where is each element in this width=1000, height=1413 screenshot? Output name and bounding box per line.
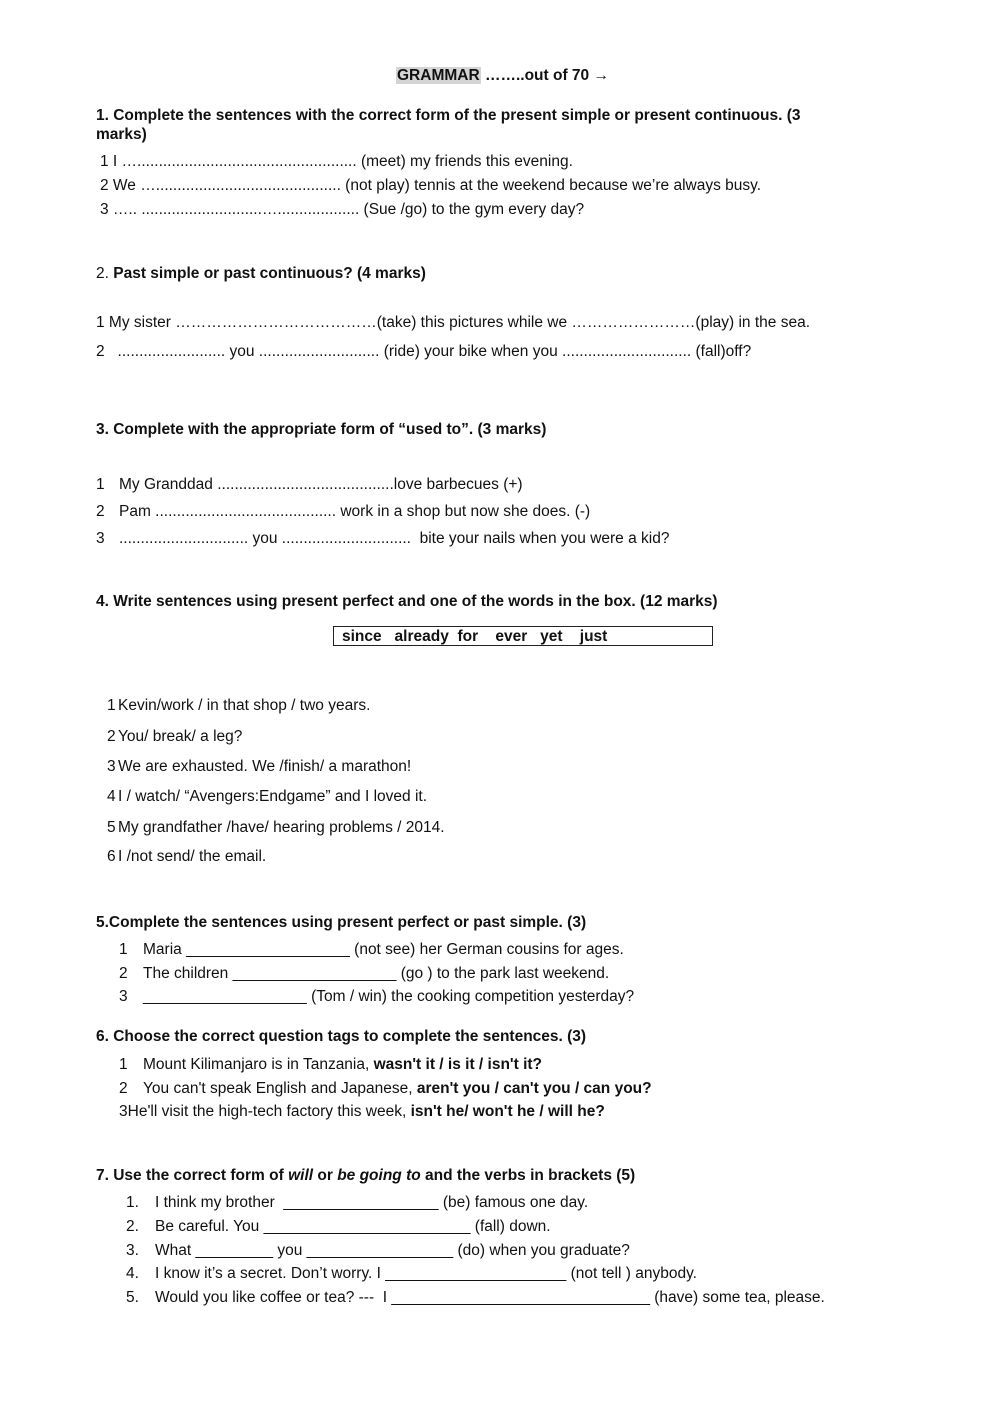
- s5-item-number: 2: [119, 965, 128, 982]
- s4-item-text: Kevin/work / in that shop / two years.: [118, 697, 371, 714]
- s4-item-4: [107, 787, 428, 807]
- s4-item-text: You/ break/ a leg?: [118, 728, 243, 745]
- s6-item-options: wasn't it / is it / isn't it?: [373, 1056, 543, 1073]
- s4-item-text: I / watch/ “Avengers:Endgame” and I loved it.: [118, 788, 428, 805]
- s6-item-number: 2: [119, 1080, 128, 1097]
- s5-item-text: The children ___________________ (go ) to the park last weekend.: [143, 965, 610, 982]
- s3-item-number: 3: [96, 530, 105, 547]
- s4-item-number: 1: [107, 697, 116, 714]
- s7-item-text: I think my brother __________________ (be) famous one day.: [155, 1194, 589, 1211]
- s6-item-number: 3: [119, 1103, 128, 1120]
- section-3-heading: 3. Complete with the appropriate form of “used to”. (3 marks): [96, 421, 547, 438]
- s5-item-text: ___________________ (Tom / win) the cooking competition yesterday?: [143, 988, 635, 1005]
- section-6-heading: 6. Choose the correct question tags to complete the sentences. (3): [96, 1028, 587, 1045]
- s1-item-1: 1 I …................................................... (meet) my friends this evening.: [100, 153, 573, 170]
- word-box: [333, 626, 713, 646]
- s3-item-2: [96, 502, 591, 522]
- section-5-heading: 5.Complete the sentences using present perfect or past simple. (3): [96, 914, 587, 931]
- s6-item-1: [119, 1055, 543, 1075]
- s7-item-4: [126, 1264, 697, 1284]
- s7-item-number: 1.: [126, 1194, 139, 1211]
- s4-item-1: [107, 696, 371, 716]
- s4-item-5: [107, 818, 445, 838]
- s7-item-3: [126, 1241, 630, 1261]
- s7-heading-end: and the verbs in brackets (5): [420, 1167, 636, 1184]
- s7-heading-will: will: [288, 1167, 314, 1184]
- s4-item-2: [107, 727, 243, 747]
- s5-item-2: [119, 964, 610, 984]
- s4-item-number: 2: [107, 728, 116, 745]
- section-1-heading-cont: marks): [96, 126, 147, 143]
- s5-item-number: 3: [119, 988, 128, 1005]
- s3-item-text: My Granddad .........................................love barbecues (+): [119, 476, 523, 493]
- s6-item-options: isn't he/ won't he / will he?: [410, 1103, 605, 1120]
- s2-item-1: 1 My sister …………………………………(take) this pictures while we ……………………(play) in the sea.: [96, 314, 810, 331]
- s6-item-2: [119, 1079, 652, 1099]
- s5-item-text: Maria ___________________ (not see) her German cousins for ages.: [143, 941, 624, 958]
- s4-item-number: 6: [107, 848, 116, 865]
- section-2-heading: [96, 264, 426, 284]
- s6-item-text: Mount Kilimanjaro is in Tanzania,: [143, 1056, 374, 1073]
- s6-item-text: He'll visit the high-tech factory this week,: [127, 1103, 411, 1120]
- s7-heading-going-to: be going to: [337, 1167, 421, 1184]
- title-score: ……..out of 70 →: [480, 67, 609, 84]
- s7-item-2: [126, 1217, 551, 1237]
- s7-item-number: 3.: [126, 1242, 139, 1259]
- s7-item-1: [126, 1193, 589, 1213]
- s3-item-number: 2: [96, 503, 105, 520]
- s4-item-number: 5: [107, 819, 116, 836]
- s7-heading-part: 7. Use the correct form of: [96, 1167, 289, 1184]
- s1-item-3: 3 ….. ............................…................... (Sue /go) to the gym every day?: [100, 201, 585, 218]
- title-grammar: GRAMMAR: [397, 67, 480, 84]
- s6-item-3: [119, 1102, 605, 1122]
- s3-item-3: [96, 529, 670, 549]
- section-2-number: 2.: [96, 265, 114, 282]
- s3-item-number: 1: [96, 476, 105, 493]
- s3-item-text: .............................. you .............................. bite your nails when you were a kid?: [119, 530, 670, 547]
- s5-item-3: [119, 987, 635, 1007]
- s4-item-6: [107, 847, 267, 867]
- s7-item-text: I know it’s a secret. Don’t worry. I _____________________ (not tell ) anybody.: [155, 1265, 697, 1282]
- s7-item-text: Would you like coffee or tea? --- I ______________________________ (have) some tea, please.: [155, 1289, 825, 1306]
- s4-item-3: [107, 757, 412, 777]
- word-box-text: since already for ever yet just: [342, 628, 608, 645]
- s7-item-5: [126, 1288, 825, 1308]
- section-2-title: Past simple or past continuous? (4 marks): [113, 265, 426, 282]
- s4-item-text: We are exhausted. We /finish/ a marathon!: [118, 758, 412, 775]
- s7-item-number: 5.: [126, 1289, 139, 1306]
- s6-item-text: You can't speak English and Japanese,: [143, 1080, 417, 1097]
- section-1-heading: 1. Complete the sentences with the correct form of the present simple or present continuous. (3: [96, 107, 801, 124]
- s3-item-text: Pam .......................................... work in a shop but now she does. (-): [119, 503, 591, 520]
- s1-item-2: 2 We …........................................... (not play) tennis at the weekend because we’re always busy.: [100, 177, 762, 194]
- s4-item-text: I /not send/ the email.: [118, 848, 267, 865]
- s4-item-number: 3: [107, 758, 116, 775]
- s4-item-number: 4: [107, 788, 116, 805]
- s3-item-1: [96, 475, 523, 495]
- s7-item-text: Be careful. You ________________________ (fall) down.: [155, 1218, 551, 1235]
- s4-item-text: My grandfather /have/ hearing problems / 2014.: [118, 819, 445, 836]
- s7-heading-or: or: [313, 1167, 338, 1184]
- page-title: [396, 66, 609, 86]
- section-4-heading: 4. Write sentences using present perfect and one of the words in the box. (12 marks): [96, 593, 718, 610]
- section-7-heading: [96, 1166, 635, 1186]
- s2-item-2: 2 ......................... you ............................ (ride) your bike when you .............................. (fall)off?: [96, 343, 752, 360]
- s7-item-text: What _________ you _________________ (do) when you graduate?: [155, 1242, 630, 1259]
- s6-item-number: 1: [119, 1056, 128, 1073]
- s7-item-number: 2.: [126, 1218, 139, 1235]
- s5-item-number: 1: [119, 941, 128, 958]
- s7-item-number: 4.: [126, 1265, 139, 1282]
- s5-item-1: [119, 940, 624, 960]
- s6-item-options: aren't you / can't you / can you?: [416, 1080, 652, 1097]
